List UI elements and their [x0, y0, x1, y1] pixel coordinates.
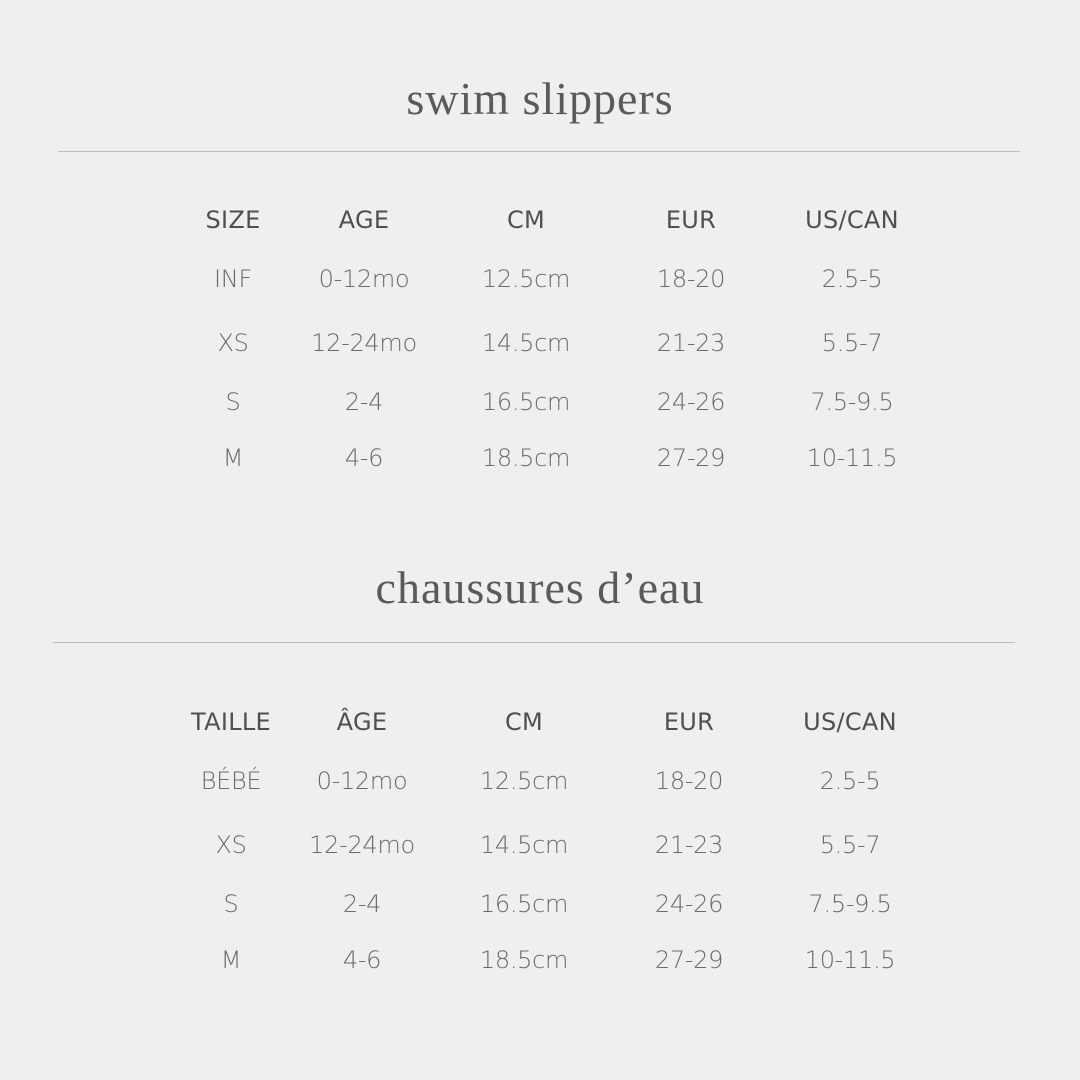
table-cell: 12.5cm	[479, 767, 569, 795]
table-cell: 18-20	[654, 767, 724, 795]
table-cell: M	[220, 946, 242, 974]
table-cell: M	[222, 444, 244, 472]
table-cell: 12.5cm	[481, 265, 571, 293]
table-cell: 12-24mo	[311, 329, 417, 357]
column-header-eur: EUR	[663, 708, 715, 736]
table-cell: S	[225, 388, 241, 416]
table-cell: 21-23	[656, 329, 726, 357]
table-cell: 18-20	[656, 265, 726, 293]
table-cell: 2.5-5	[821, 265, 883, 293]
table-cell: 16.5cm	[479, 890, 569, 918]
table-cell: BÉBÉ	[200, 767, 262, 795]
table-cell: 16.5cm	[481, 388, 571, 416]
table-cell: 5.5-7	[819, 831, 881, 859]
table-cell: 24-26	[654, 890, 724, 918]
table-cell: 24-26	[656, 388, 726, 416]
column-header-size: SIZE	[205, 206, 261, 234]
table-cell: 14.5cm	[481, 329, 571, 357]
table-cell: 2-4	[342, 890, 382, 918]
column-header-taille: TAILLE	[191, 708, 271, 736]
table-cell: 12-24mo	[309, 831, 415, 859]
column-header-cm: CM	[504, 708, 544, 736]
column-header-age: ÂGE	[336, 708, 388, 736]
table-cell: 7.5-9.5	[810, 388, 894, 416]
table-cell: 7.5-9.5	[808, 890, 892, 918]
table-cell: INF	[214, 265, 252, 293]
title-divider	[53, 642, 1015, 643]
table-cell: S	[223, 890, 239, 918]
table-cell: XS	[217, 329, 249, 357]
table-cell: 0-12mo	[318, 265, 410, 293]
column-header-us-can: US/CAN	[803, 708, 897, 736]
table-cell: 4-6	[344, 444, 384, 472]
title-divider	[58, 151, 1020, 152]
table-cell: 10-11.5	[806, 444, 898, 472]
table-cell: 18.5cm	[479, 946, 569, 974]
table-cell: 27-29	[654, 946, 724, 974]
table-cell: 10-11.5	[804, 946, 896, 974]
table-cell: 0-12mo	[316, 767, 408, 795]
section-title-chaussures-deau: chaussures d’eau	[375, 562, 705, 613]
table-cell: 5.5-7	[821, 329, 883, 357]
table-cell: 27-29	[656, 444, 726, 472]
column-header-eur: EUR	[665, 206, 717, 234]
column-header-cm: CM	[506, 206, 546, 234]
table-cell: 2.5-5	[819, 767, 881, 795]
section-title-swim-slippers: swim slippers	[406, 73, 674, 124]
table-cell: 21-23	[654, 831, 724, 859]
column-header-age: AGE	[338, 206, 390, 234]
table-cell: 14.5cm	[479, 831, 569, 859]
table-cell: 18.5cm	[481, 444, 571, 472]
column-header-us-can: US/CAN	[805, 206, 899, 234]
table-cell: XS	[215, 831, 247, 859]
table-cell: 2-4	[344, 388, 384, 416]
table-cell: 4-6	[342, 946, 382, 974]
